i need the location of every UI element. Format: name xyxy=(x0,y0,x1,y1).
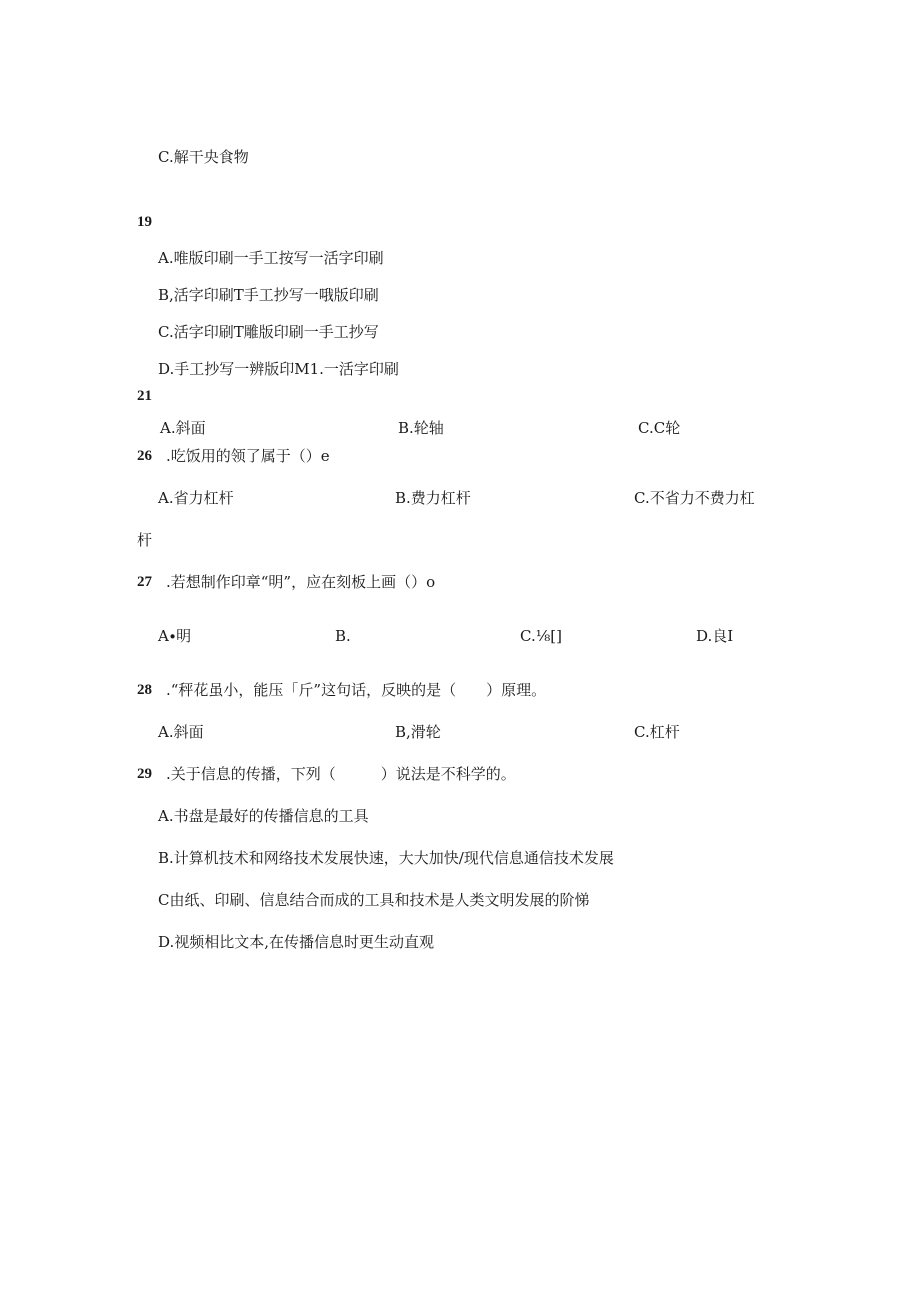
q27-option-d: D.良I xyxy=(696,627,734,645)
q29-number: 29 xyxy=(137,766,152,782)
q19-option-c: C.活字印刷T雕版印刷一手工抄写 xyxy=(158,323,379,341)
q19-number: 19 xyxy=(137,214,152,230)
q26-option-c: C.不省力不费力杠 xyxy=(634,489,755,507)
q19-option-a: A.唯版印刷一手工按写一活字印刷 xyxy=(158,249,384,267)
q18-option-c: C.解干央食物 xyxy=(158,148,249,166)
q29-stem: .关于信息的传播，下列（ ）说法是不科学的。 xyxy=(166,765,516,783)
q26-option-c-continuation: 杆 xyxy=(137,531,153,549)
q28-option-c: C.杠杆 xyxy=(634,723,680,741)
q21-number: 21 xyxy=(137,388,152,404)
q26-option-a: A.省力杠杆 xyxy=(158,489,234,507)
q28-number: 28 xyxy=(137,682,152,698)
q29-option-d: D.视频相比文本,在传播信息时更生动直观 xyxy=(158,933,435,951)
q21-option-c: C.C轮 xyxy=(638,419,681,437)
q27-number: 27 xyxy=(137,574,152,590)
q21-option-a: A.斜面 xyxy=(160,419,206,437)
q26-number: 26 xyxy=(137,448,152,464)
q28-stem: .“秤花虽小，能压「斤”这句话，反映的是（ ）原理。 xyxy=(166,681,547,699)
q19-option-b: B,活字印刷T手工抄写一哦版印刷 xyxy=(158,286,379,304)
q19-option-d: D.手工抄写一辨版印M1.一活字印刷 xyxy=(158,360,399,378)
q27-option-c: C.⅛[] xyxy=(520,627,562,645)
q26-stem: .吃饭用的领了属于（）e xyxy=(166,447,330,465)
q27-option-b: B. xyxy=(335,627,351,645)
q27-stem: .若想制作印章“明”，应在刻板上画（）o xyxy=(166,573,436,591)
q28-option-a: A.斜面 xyxy=(158,723,204,741)
q28-option-b: B,滑轮 xyxy=(395,723,441,741)
q21-option-b: B.轮轴 xyxy=(398,419,444,437)
q29-option-b: B.计算机技术和网络技术发展快速，大大加快/现代信息通信技术发展 xyxy=(158,849,614,867)
q29-option-c: C由纸、印刷、信息结合而成的工具和技术是人类文明发展的阶悌 xyxy=(158,891,590,909)
q27-option-a: A∙明 xyxy=(158,627,192,645)
q26-option-b: B.费力杠杆 xyxy=(395,489,471,507)
q29-option-a: A.书盘是最好的传播信息的工具 xyxy=(158,807,369,825)
